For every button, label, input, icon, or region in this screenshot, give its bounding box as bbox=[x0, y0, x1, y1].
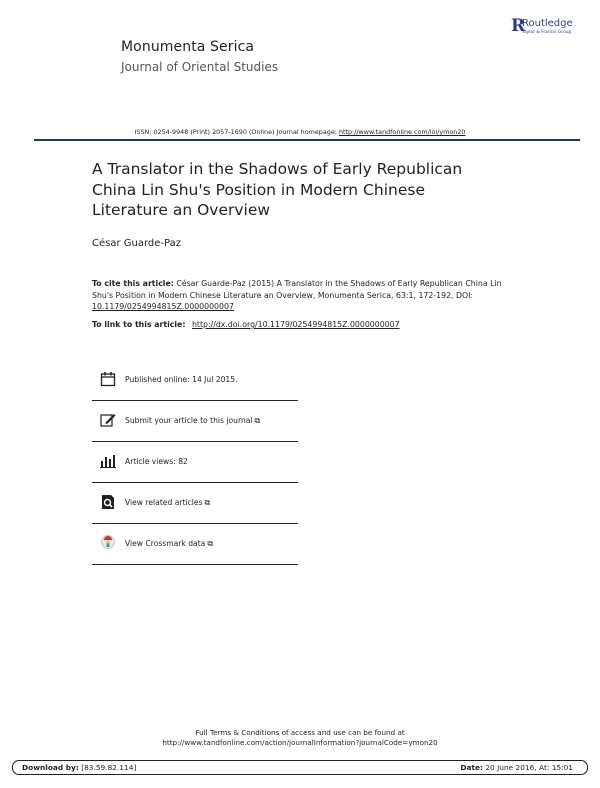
submit-article-link[interactable] bbox=[125, 416, 260, 426]
info-row-views bbox=[92, 443, 298, 483]
date-label: Date: bbox=[460, 763, 483, 772]
edit-icon bbox=[100, 412, 116, 428]
footer-terms bbox=[0, 728, 600, 748]
external-link-icon: ⧉ bbox=[204, 498, 211, 507]
header-divider bbox=[34, 139, 580, 141]
crossmark-icon bbox=[100, 535, 116, 551]
info-row-crossmark[interactable] bbox=[92, 525, 298, 565]
citation-label: To cite this article: bbox=[92, 279, 174, 288]
routledge-logo-icon: R bbox=[511, 16, 526, 36]
submit-article-text: Submit your article to this journal bbox=[125, 416, 253, 425]
info-row-published bbox=[92, 361, 298, 401]
search-icon bbox=[100, 494, 116, 510]
citation-text: César Guarde-Paz (2015) A Translator in the Shadows of Early Republican China Lin Shu's Position in Modern Chinese Literature an Overview, Monumenta Serica, 63:1, 172-192, DOI: bbox=[92, 279, 502, 300]
link-label: To link to this article: bbox=[92, 320, 186, 329]
citation-doi-link[interactable]: 10.1179/0254994815Z.0000000007 bbox=[92, 302, 234, 311]
download-info-bar bbox=[12, 760, 588, 775]
downloaded-label: Download by: bbox=[22, 763, 79, 772]
downloaded-ip: [83.59.82.114] bbox=[81, 763, 137, 772]
issn-text: ISSN: 0254-9948 (Print) 2057-1690 (Online) Journal homepage: bbox=[134, 128, 337, 136]
info-row-submit[interactable] bbox=[92, 402, 298, 442]
crossmark-link[interactable] bbox=[125, 539, 213, 549]
publisher-logo[interactable] bbox=[511, 17, 591, 39]
external-link-icon: ⧉ bbox=[207, 539, 214, 548]
issn-line bbox=[0, 128, 600, 136]
external-link-icon: ⧉ bbox=[254, 416, 261, 425]
citation-block bbox=[92, 278, 512, 313]
related-articles-link[interactable] bbox=[125, 498, 210, 508]
downloaded-by bbox=[22, 763, 136, 772]
journal-homepage-link[interactable]: http://www.tandfonline.com/loi/ymon20 bbox=[338, 128, 466, 136]
article-link-line bbox=[92, 320, 400, 329]
article-views-text: Article views: 82 bbox=[125, 457, 188, 466]
info-row-related[interactable] bbox=[92, 484, 298, 524]
date-value: 20 June 2016, At: 15:01 bbox=[485, 763, 573, 772]
publisher-name: Routledge bbox=[522, 18, 573, 29]
article-author: César Guarde-Paz bbox=[92, 238, 181, 249]
bar-chart-icon bbox=[100, 453, 116, 469]
article-doi-link[interactable]: http://dx.doi.org/10.1179/0254994815Z.0000000007 bbox=[191, 320, 400, 329]
download-date bbox=[460, 763, 573, 772]
publisher-tagline: Taylor & Francis Group bbox=[522, 30, 572, 35]
related-articles-text: View related articles bbox=[125, 498, 203, 507]
article-title: A Translator in the Shadows of Early Republican China Lin Shu's Position in Modern Chinese Literature an Overview bbox=[92, 160, 463, 219]
crossmark-text: View Crossmark data bbox=[125, 539, 206, 548]
terms-line-1: Full Terms & Conditions of access and use can be found at bbox=[195, 728, 405, 737]
journal-subtitle: Journal of Oriental Studies bbox=[121, 60, 279, 74]
published-date-text: Published online: 14 Jul 2015. bbox=[125, 375, 238, 384]
journal-title: Monumenta Serica bbox=[121, 39, 255, 55]
terms-link[interactable]: http://www.tandfonline.com/action/journalInformation?journalCode=ymon20 bbox=[162, 738, 438, 747]
calendar-icon bbox=[100, 371, 116, 387]
